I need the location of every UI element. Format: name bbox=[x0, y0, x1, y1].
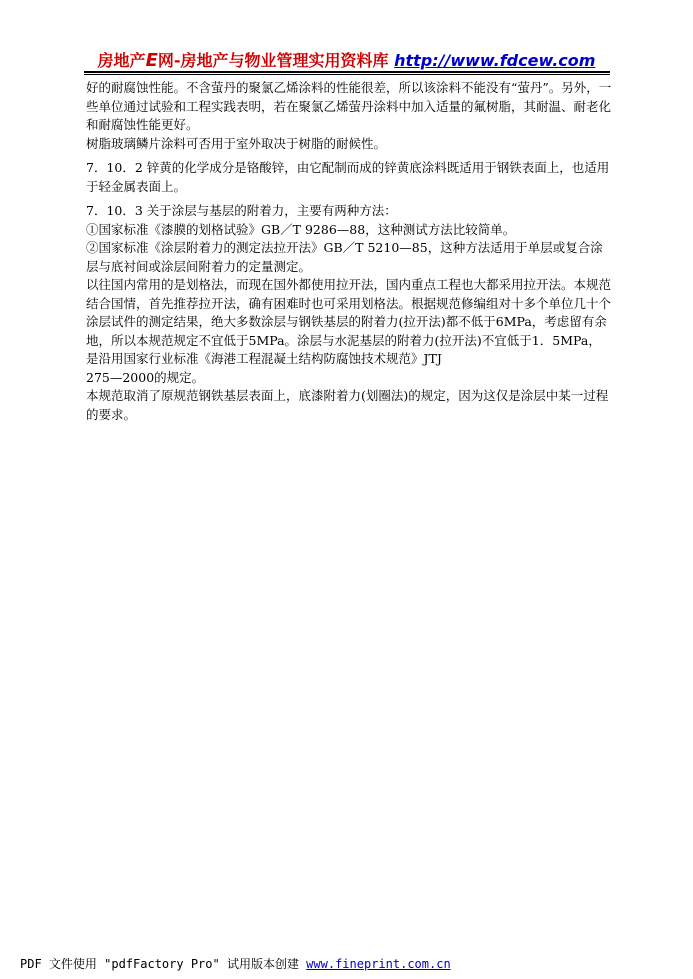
header-url-link[interactable]: http://www.fdcew.com bbox=[394, 51, 596, 70]
paragraph-method-1: ①国家标准《漆膜的划格试验》GB／T 9286—88，这种测试方法比较简单。 bbox=[86, 221, 516, 237]
site-header bbox=[0, 48, 693, 71]
pdf-footer bbox=[20, 955, 451, 972]
header-title-e: E bbox=[145, 50, 158, 71]
footer-text: PDF 文件使用 "pdfFactory Pro" 试用版本创建 bbox=[20, 957, 307, 971]
header-title-part1: 房地产 bbox=[97, 51, 146, 70]
header-divider-thin bbox=[84, 74, 610, 75]
paragraph-cancellation: 本规范取消了原规范钢铁基层表面上，底漆附着力(划圈法)的规定，因为这仅是涂层中某一过程的要求。 bbox=[86, 388, 609, 422]
document-body bbox=[86, 79, 612, 424]
paragraph-jtj-standard: 275—2000的规定。 bbox=[86, 369, 205, 385]
paragraph-method-2: ②国家标准《涂层附着力的测定法拉开法》GB／T 5210—85，这种方法适用于单层或复合涂层与底衬间或涂层间附着力的定量测定。 bbox=[86, 240, 603, 274]
paragraph-7-10-2: 7．10．2 锌黄的化学成分是铬酸锌，由它配制而成的锌黄底涂料既适用于钢铁表面上，也适用于轻金属表面上。 bbox=[86, 160, 610, 194]
paragraph-7-10-3: 7．10．3 关于涂层与基层的附着力，主要有两种方法： bbox=[86, 203, 397, 218]
paragraph-glass-flake: 树脂玻璃鳞片涂料可否用于室外取决于树脂的耐候性。 bbox=[86, 135, 387, 151]
header-title-part2: 网-房地产与物业管理实用资料库 bbox=[157, 51, 389, 70]
paragraph-fluororesin: 好的耐腐蚀性能。不含萤丹的聚氯乙烯涂料的性能很差，所以该涂料不能没有“萤丹”。另外，一些单位通过试验和工程实践表明，若在聚氯乙烯萤丹涂料中加入适量的氟树脂，其耐温、耐老化和耐腐蚀性能更好。 bbox=[86, 80, 612, 132]
header-divider bbox=[84, 71, 610, 73]
footer-link[interactable]: www.fineprint.com.cn bbox=[306, 957, 451, 971]
paragraph-pull-off-explanation: 以往国内常用的是划格法，而现在国外都使用拉开法，国内重点工程也大都采用拉开法。本规范结合国情，首先推荐拉开法，确有困难时也可采用划格法。根据规范修编组对十多个单位几十个涂层试件的测定结果，绝大多数涂层与钢铁基层的附着力(拉开法)都不低于6MPa，考虑留有余地，所以本规范规定不宜低于5MPa。涂层与水泥基层的附着力(拉开法)不宜低于1．5MPa，是沿用国家行业标准《海港工程混凝土结构防腐蚀技术规范》JTJ bbox=[86, 277, 612, 366]
